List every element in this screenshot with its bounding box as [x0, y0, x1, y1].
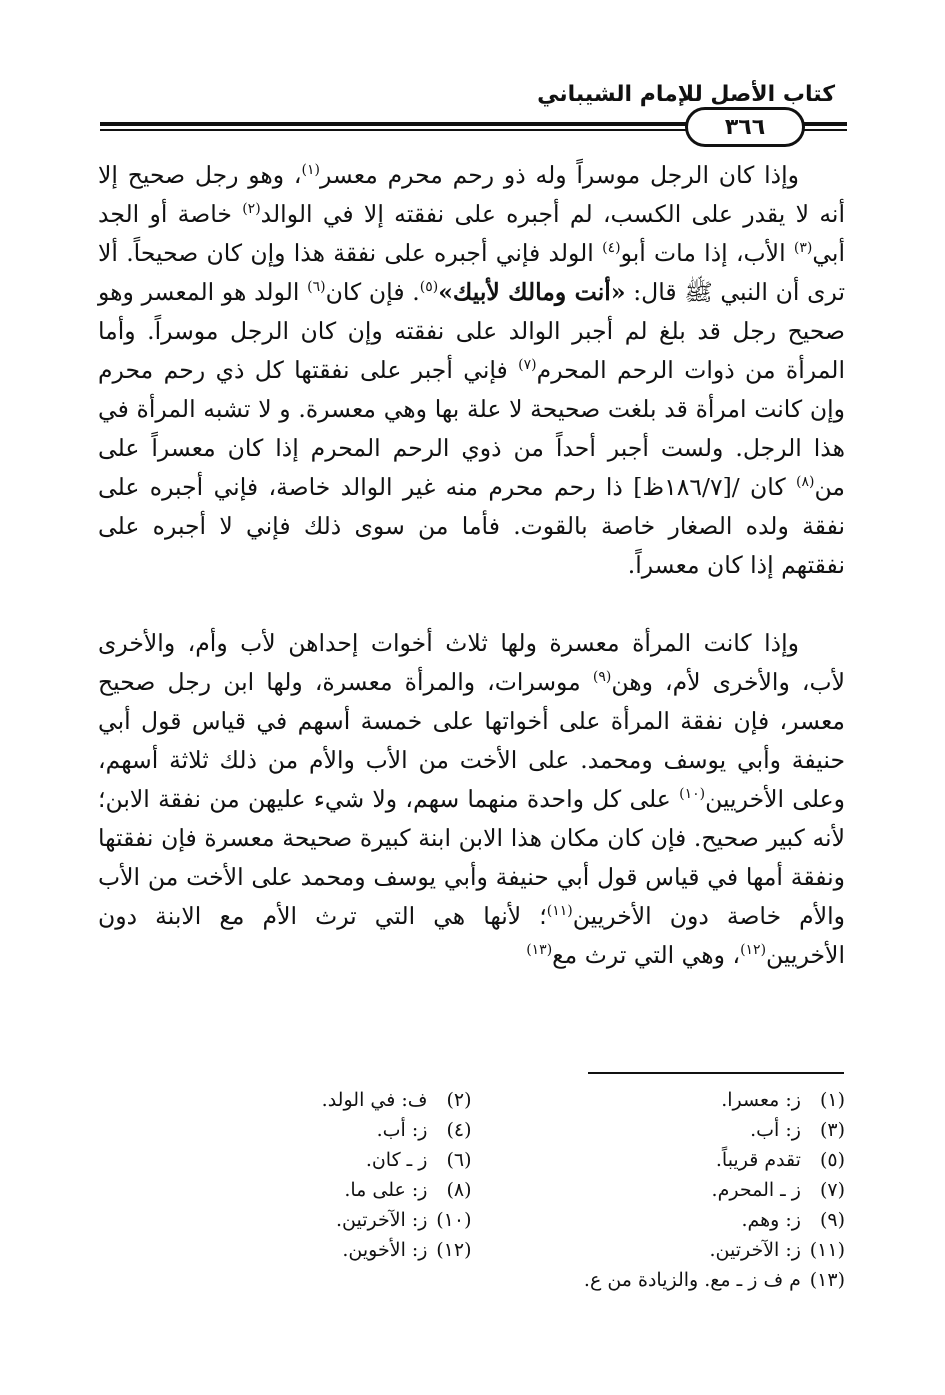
text-run: وإذا كان الرجل موسراً وله ذو رحم محرم معسر — [319, 161, 799, 189]
footnote-number: (٨) — [446, 1179, 472, 1201]
footnote-text: ز: الآخرتين. — [709, 1239, 807, 1261]
footnote-text: ز: وهم. — [741, 1209, 807, 1231]
footnote-item — [472, 1235, 846, 1265]
footnotes — [98, 1085, 845, 1295]
text-run: كان /[١٨٦/٧ظ] ذا رحم محرم منه غير الوالد خاصة، فإني أجبره على نفقة ولده الصغار خاصة بالقوت. فأما من سوى ذلك فإني لا أجبره على نفقتهم إذا كان معسراً. — [98, 473, 845, 579]
footnote-number: (٦) — [446, 1149, 472, 1171]
footnote-number: (٩) — [819, 1209, 845, 1231]
text-run: الأب، إذا مات أبو — [620, 239, 794, 267]
footnote-row — [98, 1235, 845, 1265]
paragraph — [98, 156, 845, 585]
footnote-text: ز ـ المحرم. — [711, 1179, 807, 1201]
footnote-number: (٤) — [446, 1119, 472, 1141]
book-title: كتاب الأصل للإمام الشيباني — [537, 82, 835, 107]
footnote-item — [472, 1085, 846, 1115]
footnote-text: ز: الأخوين. — [342, 1239, 434, 1261]
footnote-item — [472, 1175, 846, 1205]
footnote-number: (١١) — [809, 1239, 845, 1261]
paragraph — [98, 624, 845, 975]
footnote-text: ز: أب. — [376, 1119, 434, 1141]
footnote-row — [98, 1205, 845, 1235]
text-run: . فإن كان — [325, 278, 420, 306]
footnote-number: (١٠) — [436, 1209, 472, 1231]
text-run: الولد هو المعسر وهو صحيح رجل قد بلغ لم أجبر الوالد على نفقته وإن كان الرجل موسراً. وأما المرأة من ذوات الرحم المحرم — [98, 278, 845, 384]
page-number: ٣٦٦ — [724, 114, 766, 140]
footnote-reference: (١١) — [546, 903, 573, 920]
footnote-item — [98, 1085, 472, 1115]
footnote-item — [98, 1115, 472, 1145]
footnote-number: (٣) — [819, 1119, 845, 1141]
text-run: موسرات، والمرأة معسرة، ولها ابن رجل صحيح معسر، فإن نفقة المرأة على أخواتها على خمسة أسهم في قياس قول أبي حنيفة وأبي يوسف ومحمد. على الأخت من الأب والأم من ذلك ثلاثة أسهم، وعلى الأخريين — [98, 668, 846, 813]
footnote-item — [472, 1115, 846, 1145]
footnote-number: (١٢) — [436, 1239, 472, 1261]
footnote-text: ز: معسرا. — [721, 1089, 807, 1111]
footnote-item — [98, 1145, 472, 1175]
text-run: فإني أجبر على نفقتها كل ذي رحم محرم وإن كانت امرأة قد بلغت صحيحة لا علة بها وهي معسرة. و لا تشبه المرأة في هذا الرجل. ولست أجبر أحداً من ذوي الرحم المحرم إذا كان معسراً على من — [98, 356, 845, 501]
footnote-number: (٢) — [446, 1089, 472, 1111]
footnote-number: (١٣) — [809, 1269, 845, 1291]
footnote-reference: (١) — [301, 162, 320, 179]
main-text — [98, 156, 845, 975]
footnote-text: ز: الآخرتين. — [335, 1209, 434, 1231]
footnote-reference: (١٣) — [526, 942, 553, 959]
footnote-text: ف: في الولد. — [321, 1089, 434, 1111]
footnote-item — [98, 1235, 472, 1265]
page-number-frame — [685, 107, 805, 147]
footnote-item — [472, 1145, 846, 1175]
text-run: ، وهي التي ترث مع — [552, 941, 741, 969]
footnote-text: م ف ز ـ مع. والزيادة من ع. — [583, 1269, 807, 1291]
footnote-item — [472, 1205, 846, 1235]
footnote-reference: (١٢) — [740, 942, 767, 959]
footnote-reference: (٩) — [592, 669, 612, 686]
footnote-reference: (٧) — [518, 357, 537, 374]
footnote-row — [98, 1085, 845, 1115]
text-run: ؛ لأنها هي التي ترث الأم مع الابنة دون الأخريين — [98, 902, 845, 969]
footnote-reference: (٥) — [419, 279, 439, 296]
footnote-row — [98, 1115, 845, 1145]
footnote-reference: (٤) — [602, 240, 621, 257]
text-run: على كل واحدة منهما سهم، ولا شيء عليهن من نفقة الابن؛ لأنه كبير صحيح. فإن كان مكان هذا الابن ابنة كبيرة صحيحة معسرة فإن نفقتها ونفقة أمها في قياس قول أبي حنيفة وأبي يوسف ومحمد على الأخت من الأب والأم خاصة دون الأخريين — [98, 785, 846, 930]
footnote-text: ز: أب. — [750, 1119, 807, 1141]
footnote-text: ز ـ كان. — [365, 1149, 434, 1171]
footnote-text: تقدم قريباً. — [715, 1149, 807, 1171]
hadith-quote: «أنت ومالك لأبيك» — [438, 278, 626, 306]
footnote-item — [98, 1205, 472, 1235]
text-run: ، وهو رجل صحيح إلا أنه لا يقدر على الكسب، لم أجبره على نفقته إلا في الوالد — [98, 161, 845, 228]
text-run: وإذا كانت المرأة معسرة ولها ثلاث أخوات إحداهن لأب وأم، والأخرى لأب، والأخرى لأم، وهن — [98, 629, 845, 696]
footnote-text: ز: على ما. — [344, 1179, 434, 1201]
footnote-number: (١) — [819, 1089, 845, 1111]
footnote-row — [98, 1265, 845, 1295]
text-run: خاصة أو الجد أبي — [98, 200, 845, 267]
footnote-reference: (٨) — [796, 474, 815, 491]
footnote-reference: (٦) — [307, 279, 326, 296]
footnote-number: (٥) — [819, 1149, 845, 1171]
footnote-item — [98, 1175, 472, 1205]
text-run: الولد فإني أجبره على نفقة هذا وإن كان صحيحاً. ألا ترى أن النبي ﷺ قال: — [98, 239, 845, 306]
footnote-row — [98, 1145, 845, 1175]
footnote-reference: (٣) — [793, 240, 813, 257]
footnote-reference: (١٠) — [679, 786, 706, 803]
footnote-item — [460, 1265, 845, 1295]
footnote-reference: (٢) — [242, 201, 261, 218]
footnote-row — [98, 1175, 845, 1205]
footnote-number: (٧) — [819, 1179, 845, 1201]
footnote-separator — [588, 1072, 844, 1074]
